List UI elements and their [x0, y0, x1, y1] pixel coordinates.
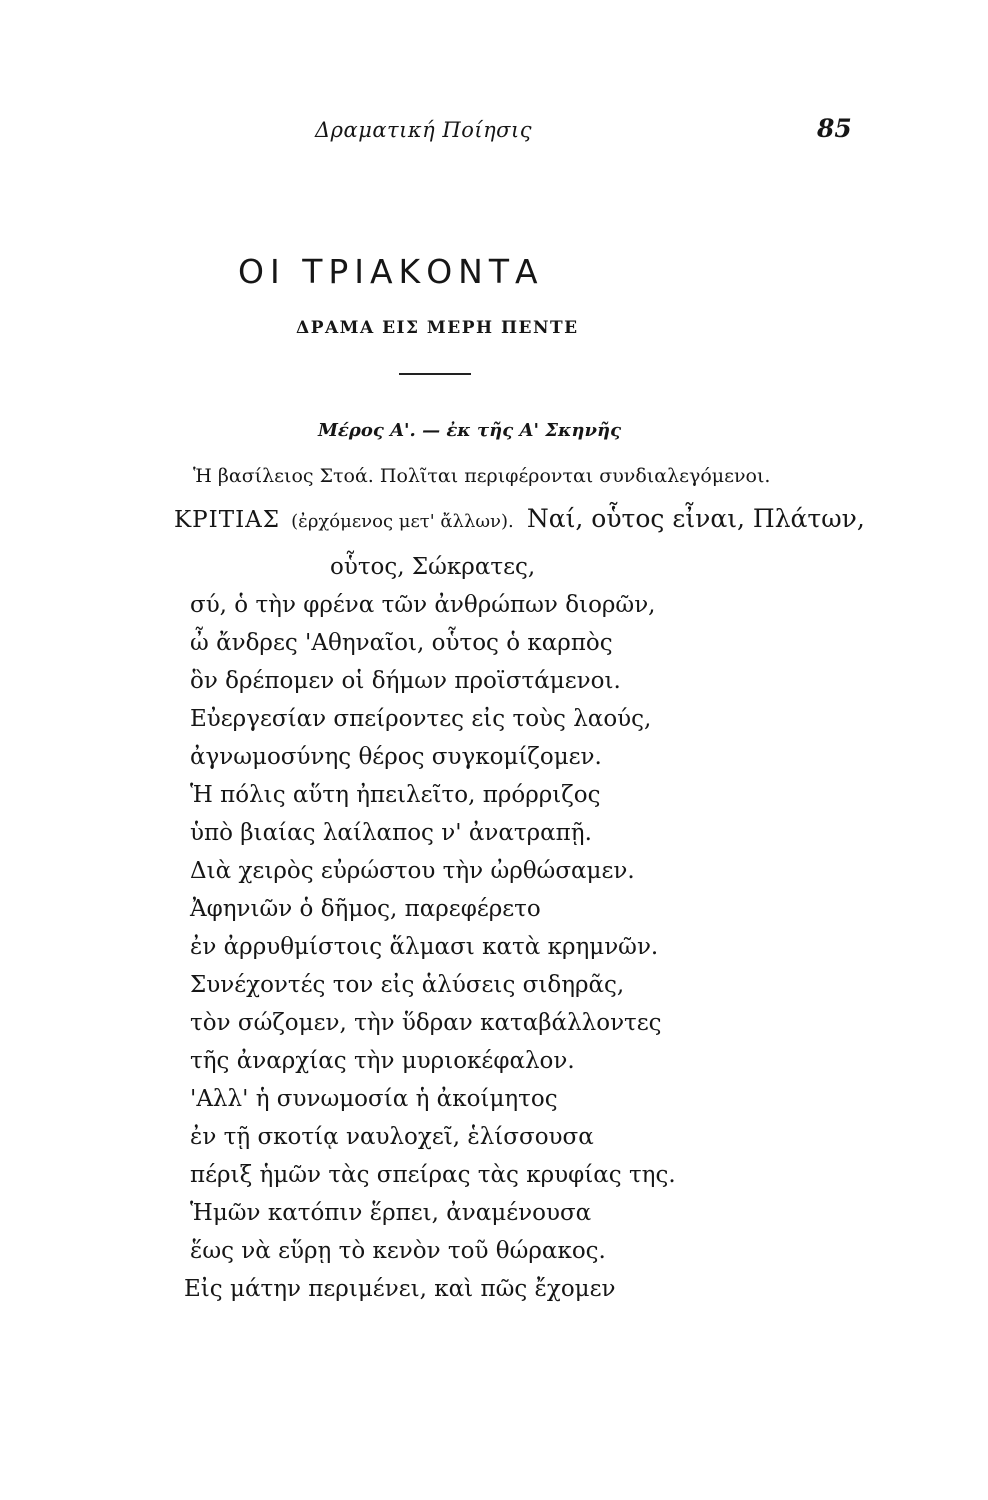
verse-line: Εἰς μάτην περιμένει, καὶ πῶς ἔχομεν: [184, 1276, 616, 1302]
speaker-name: ΚΡΙΤΙΑΣ: [174, 507, 281, 533]
verse-line: Ἡμῶν κατόπιν ἕρπει, ἀναμένουσα: [190, 1200, 592, 1226]
speaker-line: [174, 504, 865, 533]
verse-line: 'Αλλ' ἡ συνωμοσία ἡ ἀκοίμητος: [190, 1086, 558, 1112]
verse-line: Εὐεργεσίαν σπείροντες εἰς τοὺς λαούς,: [190, 706, 652, 732]
verse-line: τὸν σώζομεν, τὴν ὕδραν καταβάλλοντες: [190, 1010, 662, 1036]
verse-line: ἐν τῇ σκοτίᾳ ναυλοχεῖ, ἑλίσσουσα: [190, 1124, 594, 1150]
verse-line: Ἡ πόλις αὕτη ἠπειλεῖτο, πρόρριζος: [190, 782, 601, 808]
play-subtitle: ΔΡΑΜΑ ΕΙΣ ΜΕΡΗ ΠΕΝΤΕ: [296, 318, 579, 338]
verse-line: ἀγνωμοσύνης θέρος συγκομίζομεν.: [190, 744, 602, 770]
first-verse-line: Ναί, οὗτος εἶναι, Πλάτων,: [526, 504, 865, 533]
verse-line: Ἀφηνιῶν ὁ δῆμος, παρεφέρετο: [190, 896, 541, 922]
verse-line: Συνέχοντές τον εἰς ἁλύσεις σιδηρᾶς,: [190, 972, 625, 998]
verse-line: σύ, ὁ τὴν φρένα τῶν ἀνθρώπων διορῶν,: [190, 592, 656, 618]
play-title: ΟΙ ΤΡΙΑΚΟΝΤΑ: [238, 252, 544, 291]
stage-direction: Ἡ βασίλειος Στοά. Πολῖται περιφέρονται συνδιαλεγόμενοι.: [193, 465, 771, 487]
verse-line: τῆς ἀναρχίας τὴν μυριοκέφαλον.: [190, 1048, 575, 1074]
verse-line: ὑπὸ βιαίας λαίλαπος ν' ἀνατραπῇ.: [190, 820, 592, 846]
verse-line: ἐν ἀρρυθμίστοις ἅλμασι κατὰ κρημνῶν.: [190, 934, 659, 960]
verse-line: ἕως νὰ εὕρῃ τὸ κενὸν τοῦ θώρακος.: [190, 1238, 606, 1264]
verse-line: πέριξ ἡμῶν τὰς σπείρας τὰς κρυφίας της.: [190, 1162, 676, 1188]
title-divider: [399, 373, 471, 375]
verse-line: ὦ ἄνδρες 'Αθηναῖοι, οὗτος ὁ καρπὸς: [190, 630, 613, 656]
verse-line: Διὰ χειρὸς εὐρώστου τὴν ὠρθώσαμεν.: [190, 858, 635, 884]
page-number: 85: [817, 114, 852, 143]
verse-line: οὗτος, Σώκρατες,: [330, 554, 536, 580]
verse-line: ὃν δρέπομεν οἱ δήμων προϊστάμενοι.: [190, 668, 621, 694]
running-title: Δραματική Ποίησις: [315, 118, 533, 142]
part-heading: Μέρος Α'. — ἐκ τῆς Α' Σκηνῆς: [318, 420, 622, 441]
speaker-note: (ἐρχόμενος μετ' ἄλλων).: [291, 511, 514, 532]
